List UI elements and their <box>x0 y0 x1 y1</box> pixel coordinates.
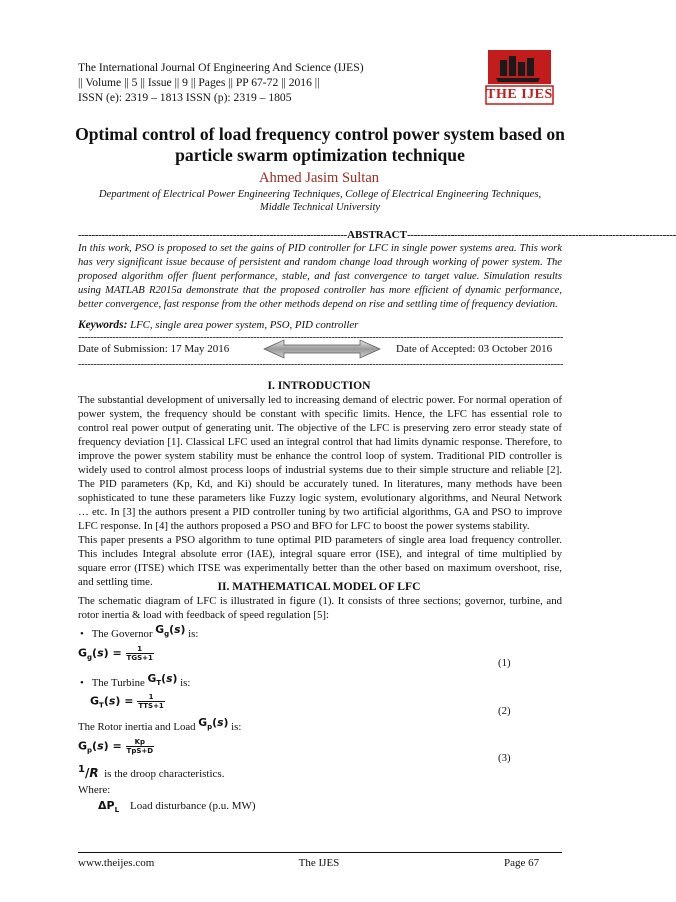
turbine-label: The Turbine <box>91 677 145 689</box>
bullet-icon: • <box>80 677 84 689</box>
equation-turbine: $G_T(s)$ = $\frac{1}{\text{TTS+1}}$ <box>90 693 164 710</box>
journal-logo <box>478 50 561 106</box>
author-name: Ahmed Jasim Sultan <box>258 170 380 186</box>
abstract-heading-row <box>78 229 676 241</box>
is-text: is: <box>180 677 191 689</box>
affiliation-line-1: Department of Electrical Power Engineering Techniques, College of Electrical Engineering Techniques, <box>98 189 542 200</box>
droop-line <box>78 764 224 780</box>
journal-name: The International Journal Of Engineering And Science (IJES) <box>78 61 364 74</box>
bullet-icon: • <box>80 628 84 640</box>
title-line-1: Optimal control of load frequency control power system based on <box>75 124 565 144</box>
keywords <box>78 318 562 332</box>
submission-date: Date of Submission: 17 May 2016 <box>78 343 230 355</box>
logo-text: THE IJES <box>486 87 553 102</box>
dash-rule: ----------------------------------------------------------------------------------------------------------------------------------------------------------- <box>78 332 564 343</box>
equation-number-1: (1) <box>498 657 511 669</box>
journal-volume-line: || Volume || 5 || Issue || 9 || Pages || PP 67-72 || 2016 || <box>78 76 320 89</box>
governor-symbol: $G_g(s)$ <box>155 623 186 639</box>
keywords-label: Keywords: <box>78 319 128 331</box>
accepted-date: Date of Accepted: 03 October 2016 <box>396 343 553 355</box>
footer-website[interactable]: www.theijes.com <box>78 857 155 869</box>
dash-rule: ----------------------------------------------------------------------------------------------------------------------------------------------------------- <box>78 359 564 370</box>
load-description: Load disturbance (p.u. MW) <box>130 800 256 812</box>
equation-governor: $G_g(s)$ = $\frac{1}{\text{TGS+1}}$ <box>78 645 153 662</box>
droop-symbol: $^1$/R <box>78 764 99 780</box>
dash-rule-right: -------------------------------------------------------------------------------- <box>406 229 676 241</box>
footer-page-number: Page 67 <box>504 857 540 869</box>
rotor-line <box>78 716 242 735</box>
rotor-label: The Rotor inertia and Load <box>78 721 196 733</box>
affiliation <box>70 188 570 214</box>
intro-paragraph-1: The substantial development of universally led to increasing demand of electric power. For normal operation of power system, the frequency should be constant with specific limits. Hence, the LFC has essential role to control real power output of generating unit. The objective of the LFC is preserving zero error steady state of frequency deviation [1]. Classical LFC used an integral control that had limits dynamic response. Therefore, to improve the power system stability must be enhance the control loop of system. Traditional PID controller is widely used to control almost process loops of industrial systems due to their simple structure and reliable [2]. The PID parameters (Kp, Kd, and Ki) should be accurately tuned. In literatures, many methods have been sophisticated to tune these parameters like Fuzzy logic system, evolutionary algorithms, and Neural Network … etc. In [3] the authors present a PID controller tuning by two artificial algorithms, GA and PSO to improve LFC response. In [4] the authors proposed a PSO and BFO for LFC to boost the power systems stability. <box>78 394 562 532</box>
title-line-2: particle swarm optimization technique <box>175 145 465 165</box>
section-heading-introduction: I. INTRODUCTION <box>267 379 371 392</box>
section-heading-model: II. MATHEMATICAL MODEL OF LFC <box>217 580 421 593</box>
intro-paragraph-2: This paper presents a PSO algorithm to tune optimal PID parameters of single area load frequency controller. This includes Integral absolute error (IAE), integral square error (ISE), and integral of time multiplied by square error (ITSE) which ITSE was experimentally better than the other based on maximum overshoot, rise, and settling time. <box>78 534 562 588</box>
double-arrow-icon <box>262 338 382 360</box>
is-text: is: <box>231 721 242 733</box>
equation-rotor: $G_p(s)$ = $\frac{Kp}{\text{TpS+D}}$ <box>78 738 154 755</box>
turbine-line <box>80 672 191 691</box>
rotor-symbol: $G_p(s)$ <box>198 716 229 732</box>
governor-line <box>80 623 199 642</box>
dash-rule-left: -------------------------------------------------------------------------------- <box>78 229 348 241</box>
governor-label: The Governor <box>91 628 153 640</box>
where-label: Where: <box>78 784 111 796</box>
load-disturbance-line <box>98 799 256 814</box>
abstract-text: In this work, PSO is proposed to set the gains of PID controller for LFC in single power systems area. This work has very significant issue because of persistent and random change load through working of power system. The proposed algorithm offer fluent performance, stable, and fast convergence to target value. Simulation results using MATLAB R2015a demonstrate that the proposed controller has more efficient of dynamic performance, better convergence, fast response from the other methods depend on rise and settling time of frequency deviation. <box>78 243 562 310</box>
paper-title <box>70 124 570 166</box>
journal-issn-line: ISSN (e): 2319 – 1813 ISSN (p): 2319 – 1805 <box>78 91 292 104</box>
keywords-text: LFC, single area power system, PSO, PID controller <box>130 319 359 331</box>
load-symbol: $\Delta P_L$ <box>98 799 120 815</box>
turbine-symbol: $G_T(s)$ <box>147 672 178 688</box>
introduction-body <box>78 393 562 589</box>
is-text: is: <box>188 628 199 640</box>
droop-text: is the droop characteristics. <box>104 768 225 780</box>
affiliation-line-2: Middle Technical University <box>259 202 381 213</box>
equation-number-3: (3) <box>498 752 511 764</box>
equation-number-2: (2) <box>498 705 511 717</box>
abstract-heading: ABSTRACT <box>347 229 407 241</box>
model-intro: The schematic diagram of LFC is illustrated in figure (1). It consists of three sections; governor, turbine, and rotor inertia & load with feedback of speed regulation [5]: <box>78 595 562 621</box>
footer-journal: The IJES <box>298 857 340 869</box>
footer-rule <box>78 852 562 853</box>
